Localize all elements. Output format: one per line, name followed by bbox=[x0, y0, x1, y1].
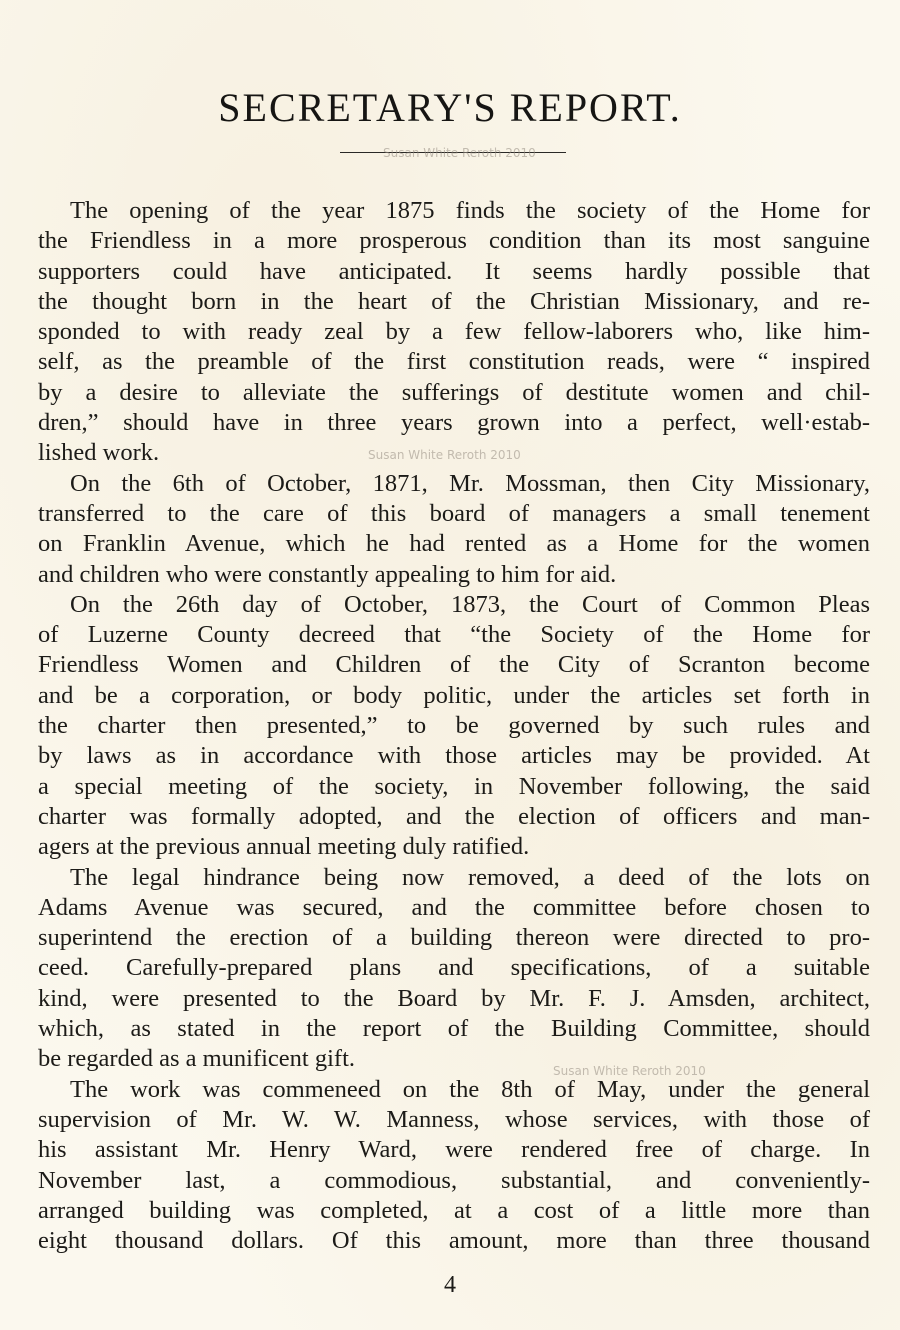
text-line: be regarded as a munificent gift. bbox=[38, 1045, 356, 1073]
page-title: SECRETARY'S REPORT. bbox=[218, 85, 682, 130]
text-line: sponded to with ready zeal by a few fellow-laborers who, like him- bbox=[38, 318, 870, 346]
text-line: lished work. bbox=[38, 439, 160, 467]
page-number: 4 bbox=[444, 1272, 456, 1298]
paragraph bbox=[38, 863, 870, 1075]
paragraph bbox=[38, 590, 870, 863]
text-line: by a desire to alleviate the sufferings of destitute women and chil- bbox=[38, 378, 870, 406]
text-line: the Friendless in a more prosperous condition than its most sanguine bbox=[38, 227, 870, 255]
text-line: the charter then presented,” to be governed by such rules and bbox=[38, 712, 870, 740]
text-line: ceed. Carefully-prepared plans and specifications, of a suitable bbox=[38, 954, 870, 982]
paragraph bbox=[38, 1075, 870, 1257]
watermark: Susan White Reroth 2010 bbox=[368, 448, 521, 462]
text-line: dren,” should have in three years grown into a perfect, well·estab- bbox=[38, 409, 870, 437]
text-line: by laws as in accordance with those articles may be provided. At bbox=[38, 742, 870, 770]
text-line: the thought born in the heart of the Christian Missionary, and re- bbox=[38, 287, 870, 315]
text-line: On the 6th of October, 1871, Mr. Mossman, then City Missionary, bbox=[70, 469, 870, 497]
text-line: kind, were presented to the Board by Mr. F. J. Amsden, architect, bbox=[38, 984, 870, 1012]
text-line: on Franklin Avenue, which he had rented as a Home for the women bbox=[38, 530, 870, 558]
text-line: charter was formally adopted, and the election of officers and man- bbox=[38, 802, 870, 830]
text-line: a special meeting of the society, in November following, the said bbox=[38, 772, 870, 800]
text-line: self, as the preamble of the first constitution reads, were “ inspired bbox=[38, 348, 870, 376]
text-line: agers at the previous annual meeting duly ratified. bbox=[38, 833, 530, 861]
text-line: superintend the erection of a building thereon were directed to pro- bbox=[38, 924, 870, 952]
report-body bbox=[38, 196, 870, 1256]
text-line: The work was commeneed on the 8th of May, under the general bbox=[70, 1075, 870, 1103]
watermark: Susan White Reroth 2010 bbox=[553, 1064, 706, 1078]
text-line: eight thousand dollars. Of this amount, more than three thousand bbox=[38, 1227, 870, 1255]
text-line: The legal hindrance being now removed, a deed of the lots on bbox=[70, 863, 870, 891]
text-line: The opening of the year 1875 finds the society of the Home for bbox=[70, 197, 870, 224]
text-line: On the 26th day of October, 1873, the Court of Common Pleas bbox=[70, 590, 870, 618]
paragraph bbox=[38, 469, 870, 590]
paragraph bbox=[38, 196, 870, 469]
text-line: his assistant Mr. Henry Ward, were rendered free of charge. In bbox=[38, 1136, 870, 1164]
text-line: which, as stated in the report of the Building Committee, should bbox=[38, 1015, 870, 1043]
text-line: and be a corporation, or body politic, under the articles set forth in bbox=[38, 681, 870, 709]
text-line: Friendless Women and Children of the City of Scranton become bbox=[38, 651, 870, 679]
text-line: of Luzerne County decreed that “the Society of the Home for bbox=[38, 621, 870, 649]
text-line: transferred to the care of this board of managers a small tenement bbox=[38, 499, 870, 527]
text-line: November last, a commodious, substantial, and conveniently- bbox=[38, 1166, 870, 1194]
text-line: arranged building was completed, at a cost of a little more than bbox=[38, 1196, 870, 1224]
text-line: supervision of Mr. W. W. Manness, whose services, with those of bbox=[38, 1105, 870, 1133]
text-line: and children who were constantly appealing to him for aid. bbox=[38, 560, 617, 588]
text-line: Adams Avenue was secured, and the committee before chosen to bbox=[38, 893, 870, 921]
text-line: supporters could have anticipated. It seems hardly possible that bbox=[38, 257, 870, 285]
watermark: Susan White Reroth 2010 bbox=[383, 146, 536, 160]
